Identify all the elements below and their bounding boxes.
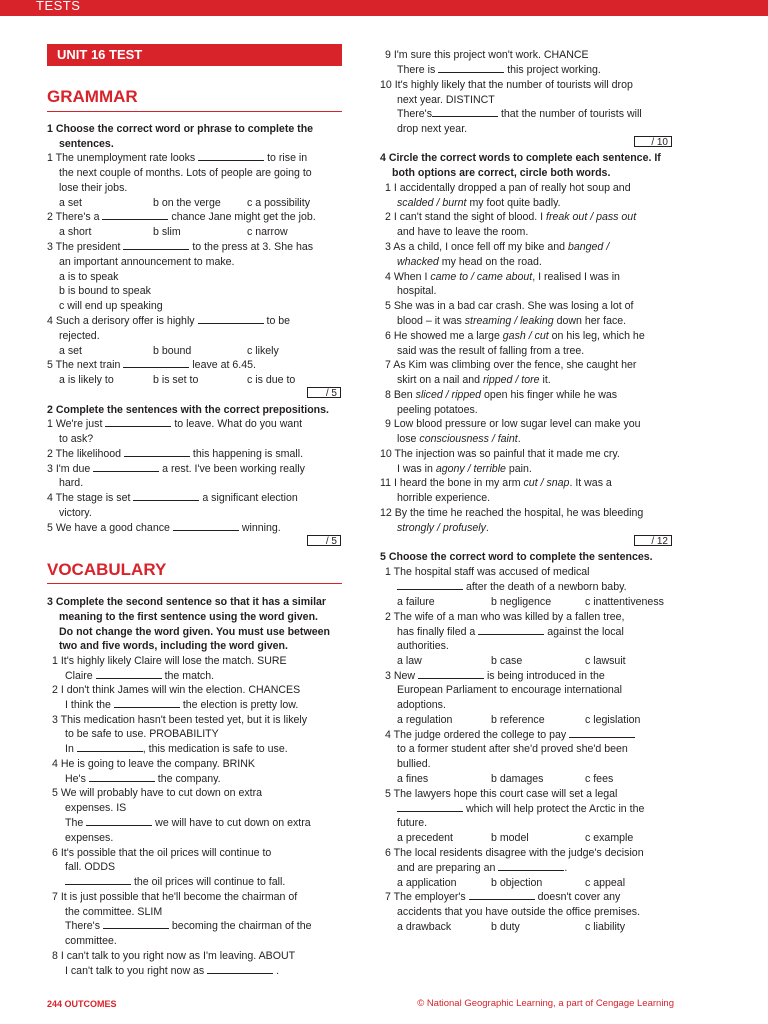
text: In: [65, 743, 74, 755]
option-b: b objection: [491, 877, 543, 889]
ex4-instruction: 4 Circle the correct words to complete each sentence. If: [380, 152, 661, 164]
option-c: c likely: [247, 345, 279, 357]
text: 5 We have a good chance: [47, 522, 170, 534]
text: we will have to cut down on extra: [155, 817, 311, 829]
score-box[interactable]: / 10: [634, 136, 672, 147]
ex5-q7: [385, 890, 620, 904]
page-number: 244 OUTCOMES: [47, 999, 117, 1009]
text: 7 The employer's: [385, 891, 466, 903]
text: my foot quite badly.: [466, 197, 561, 209]
ex2-q2: [47, 447, 303, 461]
ex5-q1-line2: [397, 580, 627, 594]
option-c: c example: [585, 832, 634, 844]
option-a: a set: [59, 197, 82, 209]
ex2-q4: [47, 491, 298, 505]
tests-label: TESTS: [36, 0, 81, 13]
choice[interactable]: streaming / leaking: [464, 315, 554, 327]
ex4-q4: [385, 270, 620, 284]
text: to rise in: [267, 152, 308, 164]
text: 2 The likelihood: [47, 448, 122, 460]
text: .: [276, 965, 280, 977]
score-box[interactable]: / 5: [307, 387, 341, 398]
copyright: © National Geographic Learning, a part of Cengage Learning: [417, 998, 674, 1009]
text: leave at 6.45.: [192, 359, 256, 371]
text: this happening is small.: [192, 448, 304, 460]
text: 1 We're just: [47, 418, 103, 430]
text: has finally filed a: [397, 626, 476, 638]
ex5-q3-line3: adoptions.: [397, 699, 446, 711]
text: 3 As a child, I once fell off my bike and: [385, 241, 568, 253]
ex5-q6: 6 The local residents disagree with the judge's decision: [385, 847, 644, 859]
text: doesn't cover any: [537, 891, 621, 903]
choice[interactable]: banged /: [567, 241, 610, 253]
ex4-q3-line2: [397, 255, 542, 269]
option-c: c narrow: [247, 226, 288, 238]
grammar-heading: GRAMMAR: [47, 87, 138, 106]
ex5-q1: 1 The hospital staff was accused of medical: [385, 566, 590, 578]
text: becoming the chairman of the: [171, 920, 312, 932]
text: down her face.: [553, 315, 627, 327]
ex2-q5: [47, 521, 281, 535]
option-c: c lawsuit: [585, 655, 626, 667]
text: against the local: [547, 626, 624, 638]
ex4-q11-line2: horrible experience.: [397, 492, 491, 504]
ex3-q8-answer: [65, 964, 279, 978]
answer-blank[interactable]: [478, 625, 544, 635]
ex4-q7-line2: [397, 373, 551, 387]
grammar-rule: [47, 111, 342, 112]
answer-blank[interactable]: [397, 802, 463, 812]
text: on his leg, which he: [548, 330, 645, 342]
ex4-q8: [385, 388, 617, 402]
text: 3 New: [385, 670, 416, 682]
ex3-q5: 5 We will probably have to cut down on extra: [52, 787, 263, 799]
choice[interactable]: whacked: [397, 256, 439, 268]
option-c: c liability: [585, 921, 626, 933]
text: 1 The unemployment rate looks: [47, 152, 196, 164]
answer-blank[interactable]: [105, 417, 171, 427]
text: chance Jane might get the job.: [171, 211, 316, 223]
ex4-q2-line2: and have to leave the room.: [397, 226, 529, 238]
ex3-q9: 9 I'm sure this project won't work. CHANCE: [385, 49, 589, 61]
ex1-q4: [47, 314, 290, 328]
text: . It was a: [569, 477, 612, 489]
ex4-q5-line2: [397, 314, 626, 328]
choice[interactable]: cut / snap: [523, 477, 570, 489]
ex3-q6: 6 It's possible that the oil prices will continue to: [52, 847, 272, 859]
option-b: b is set to: [153, 374, 199, 386]
ex5-q2-line2: [397, 625, 624, 639]
text: The: [65, 817, 84, 829]
ex3-q7-answer: [65, 919, 311, 933]
text: pain.: [505, 463, 532, 475]
text: it.: [539, 374, 551, 386]
ex5-q4: [385, 728, 635, 742]
text: to the press at 3. She has: [192, 241, 314, 253]
answer-blank[interactable]: [397, 580, 463, 590]
option-a: a application: [397, 877, 457, 889]
text: 6 He showed me a large: [385, 330, 503, 342]
text: 4 The judge ordered the college to pay: [385, 729, 567, 741]
text: I think the: [65, 699, 111, 711]
ex4-q4-line2: hospital.: [397, 285, 437, 297]
text: to leave. What do you want: [174, 418, 303, 430]
ex4-q8-line2: peeling potatoes.: [397, 404, 478, 416]
choice[interactable]: gash / cut: [502, 330, 549, 342]
text: 4 Such a derisory offer is highly: [47, 315, 195, 327]
option-c: c fees: [585, 773, 614, 785]
choice[interactable]: agony / terrible: [435, 463, 506, 475]
ex3-q1-answer: [65, 669, 214, 683]
text: my head on the road.: [438, 256, 542, 268]
ex5-q5-line2: [397, 802, 644, 816]
text: 2 I can't stand the sight of blood. I: [385, 211, 547, 223]
text: , I realised I was in: [532, 271, 620, 283]
text: 11 I heard the bone in my arm: [380, 477, 524, 489]
text: to be: [266, 315, 291, 327]
text: blood – it was: [397, 315, 465, 327]
option-a: a is likely to: [59, 374, 114, 386]
text: 4 The stage is set: [47, 492, 131, 504]
answer-blank[interactable]: [173, 521, 239, 531]
ex3-q3-line2: to be safe to use. PROBABILITY: [65, 728, 219, 740]
answer-blank[interactable]: [469, 890, 535, 900]
ex1-q5: [47, 358, 256, 372]
text: .: [564, 862, 568, 874]
option-c: c legislation: [585, 714, 641, 726]
ex1-q3-line2: an important announcement to make.: [59, 256, 235, 268]
option-a: a drawback: [397, 921, 452, 933]
ex5-q2-line3: authorities.: [397, 640, 449, 652]
option-a: a regulation: [397, 714, 453, 726]
answer-blank[interactable]: [198, 151, 264, 161]
text: .: [485, 522, 489, 534]
option-b: b duty: [491, 921, 520, 933]
text: the company.: [157, 773, 221, 785]
text: , this medication is safe to use.: [142, 743, 288, 755]
option-a: a precedent: [397, 832, 453, 844]
ex3-q3-answer: [65, 742, 288, 756]
text: this project working.: [507, 64, 601, 76]
ex3-q7: 7 It is just possible that he'll become the chairman of: [52, 891, 298, 903]
ex2-q4-line2: victory.: [59, 507, 92, 519]
answer-blank[interactable]: [123, 358, 189, 368]
answer-blank[interactable]: [103, 919, 169, 929]
ex4-q3: [385, 240, 609, 254]
text: There's: [397, 108, 432, 120]
choice[interactable]: ripped / tore: [482, 374, 540, 386]
option-b: b is bound to speak: [59, 285, 151, 297]
text: and are preparing an: [397, 862, 496, 874]
ex5-q7-line2: accidents that you have outside the office premises.: [397, 906, 641, 918]
unit-banner: [47, 44, 342, 66]
option-a: a set: [59, 345, 82, 357]
answer-blank[interactable]: [207, 964, 273, 974]
option-b: b negligence: [491, 596, 552, 608]
ex3-q10-line4: drop next year.: [397, 123, 468, 135]
option-a: a is to speak: [59, 271, 119, 283]
ex5-q2: 2 The wife of a man who was killed by a fallen tree,: [385, 611, 625, 623]
option-b: b reference: [491, 714, 545, 726]
ex3-q5-line4: expenses.: [65, 832, 114, 844]
ex3-q10-answer: [397, 107, 642, 121]
text: 2 There's a: [47, 211, 100, 223]
text: is being introduced in the: [486, 670, 605, 682]
option-b: b on the verge: [153, 197, 221, 209]
score-box[interactable]: / 5: [307, 535, 341, 546]
text: There's: [65, 920, 100, 932]
option-c: c a possibility: [247, 197, 310, 209]
text: 8 Ben: [385, 389, 416, 401]
answer-blank[interactable]: [432, 107, 498, 117]
vocabulary-heading: VOCABULARY: [47, 560, 167, 579]
answer-blank[interactable]: [198, 314, 264, 324]
text: 5 The next train: [47, 359, 121, 371]
option-b: b case: [491, 655, 523, 667]
ex3-q5-line2: expenses. IS: [65, 802, 127, 814]
ex4-q9-line2: [397, 432, 521, 446]
text: winning.: [241, 522, 281, 534]
answer-blank[interactable]: [77, 742, 143, 752]
ex3-q7-line4: committee.: [65, 935, 117, 947]
answer-blank[interactable]: [93, 462, 159, 472]
text: a rest. I've been working really: [162, 463, 305, 475]
text: Claire: [65, 670, 93, 682]
ex4-q1: 1 I accidentally dropped a pan of really hot soup and: [385, 182, 631, 194]
ex3-q10: 10 It's highly likely that the number of tourists will drop: [380, 79, 633, 91]
text: skirt on a nail and: [397, 374, 483, 386]
ex4-q2: [385, 210, 636, 224]
option-a: a fines: [397, 773, 429, 785]
text: after the death of a newborn baby.: [465, 581, 627, 593]
ex3-instruction: 3 Complete the second sentence so that it has a similar: [47, 596, 327, 608]
option-c: c will end up speaking: [59, 300, 163, 312]
ex4-q12-line2: [397, 521, 489, 535]
ex5-q3: [385, 669, 605, 683]
choice[interactable]: scalded / burnt: [397, 197, 467, 209]
text: 3 The president: [47, 241, 121, 253]
ex3-q3: 3 This medication hasn't been tested yet, but it is likely: [52, 714, 308, 726]
top-bar: [0, 0, 768, 16]
answer-blank[interactable]: [569, 728, 635, 738]
answer-blank[interactable]: [96, 669, 162, 679]
text: the match.: [164, 670, 215, 682]
ex3-q6-answer: [65, 875, 285, 889]
ex1-q1-line2: the next couple of months. Lots of people are going to: [59, 167, 312, 179]
option-c: c is due to: [247, 374, 296, 386]
option-b: b bound: [153, 345, 192, 357]
text: I was in: [397, 463, 436, 475]
ex1-instruction-2: sentences.: [59, 138, 114, 150]
ex1-q2: [47, 210, 316, 224]
ex5-q6-line2: [397, 861, 567, 875]
ex3-q2: 2 I don't think James will win the election. CHANCES: [52, 684, 301, 696]
ex3-q4: 4 He is going to leave the company. BRINK: [52, 758, 255, 770]
answer-blank[interactable]: [124, 447, 190, 457]
ex2-instruction: 2 Complete the sentences with the correct prepositions.: [47, 404, 329, 416]
ex3-q10-line2: next year. DISTINCT: [397, 94, 495, 106]
ex4-q11: [380, 476, 612, 490]
vocabulary-rule: [47, 583, 342, 584]
ex2-q3: [47, 462, 305, 476]
answer-blank[interactable]: [498, 861, 564, 871]
ex5-q4-line2: to a former student after she'd proved she'd been: [397, 743, 628, 755]
option-b: b damages: [491, 773, 544, 785]
ex4-q7: 7 As Kim was climbing over the fence, she caught her: [385, 359, 637, 371]
text: that the number of tourists will: [500, 108, 642, 120]
ex4-q6-line2: said was the result of falling from a tree.: [397, 345, 585, 357]
ex4-instruction-2: both options are correct, circle both words.: [392, 167, 611, 179]
ex3-q4-answer: [65, 772, 221, 786]
ex5-instruction: 5 Choose the correct word to complete the sentences.: [380, 551, 653, 563]
choice[interactable]: freak out / pass out: [546, 211, 637, 223]
ex5-q3-line2: European Parliament to encourage international: [397, 684, 622, 696]
ex4-q1-line2: [397, 196, 561, 210]
text: lose: [397, 433, 420, 445]
ex1-q3: [47, 240, 313, 254]
option-a: a short: [59, 226, 92, 238]
text: open his finger while he was: [481, 389, 618, 401]
answer-blank[interactable]: [133, 491, 199, 501]
choice[interactable]: came to / came about: [430, 271, 533, 283]
ex1-q4-line2: rejected.: [59, 330, 100, 342]
text: He's: [65, 773, 86, 785]
text: .: [517, 433, 521, 445]
text: 3 I'm due: [47, 463, 91, 475]
ex4-q5: 5 She was in a bad car crash. She was losing a lot of: [385, 300, 634, 312]
text: 4 When I: [385, 271, 431, 283]
ex5-q5-line3: future.: [397, 817, 428, 829]
ex3-q1: 1 It's highly likely Claire will lose the match. SURE: [52, 655, 287, 667]
unit-title: UNIT 16 TEST: [57, 47, 143, 62]
ex3-q7-line2: the committee. SLIM: [65, 906, 163, 918]
ex3-q5-answer: [65, 816, 311, 830]
option-a: a failure: [397, 596, 435, 608]
text: a significant election: [202, 492, 298, 504]
ex4-q9: 9 Low blood pressure or low sugar level can make you: [385, 418, 641, 430]
option-a: a law: [397, 655, 422, 667]
ex3-q9-answer: [397, 63, 601, 77]
ex3-instruction-3: Do not change the word given. You must use between: [59, 626, 330, 638]
answer-blank[interactable]: [89, 772, 155, 782]
answer-blank[interactable]: [418, 669, 484, 679]
ex4-q10: 10 The injection was so painful that it made me cry.: [380, 448, 620, 460]
option-c: c appeal: [585, 877, 626, 889]
ex5-q4-line3: bullied.: [397, 758, 431, 770]
answer-blank[interactable]: [86, 816, 152, 826]
text: which will help protect the Arctic in the: [465, 803, 645, 815]
option-b: b slim: [153, 226, 181, 238]
text: There is: [397, 64, 436, 76]
answer-blank[interactable]: [102, 210, 168, 220]
ex1-q1-line3: lose their jobs.: [59, 182, 128, 194]
ex4-q10-line2: [397, 462, 532, 476]
answer-blank[interactable]: [438, 63, 504, 73]
text: the oil prices will continue to fall.: [133, 876, 286, 888]
ex5-q5: 5 The lawyers hope this court case will set a legal: [385, 788, 618, 800]
ex4-q12: 12 By the time he reached the hospital, he was bleeding: [380, 507, 644, 519]
text: the election is pretty low.: [182, 699, 299, 711]
ex3-q8: 8 I can't talk to you right now as I'm leaving. ABOUT: [52, 950, 296, 962]
ex4-q6: [385, 329, 645, 343]
score-box[interactable]: / 12: [634, 535, 672, 546]
option-b: b model: [491, 832, 529, 844]
ex1-q1: [47, 151, 307, 165]
answer-blank[interactable]: [114, 698, 180, 708]
ex3-q6-line2: fall. ODDS: [65, 861, 116, 873]
option-c: c inattentiveness: [585, 596, 664, 608]
ex2-q1-line2: to ask?: [59, 433, 94, 445]
ex3-q2-answer: [65, 698, 298, 712]
text: I can't talk to you right now as: [65, 965, 205, 977]
ex3-instruction-4: two and five words, including the word given.: [59, 640, 288, 652]
ex2-q3-line2: hard.: [59, 477, 84, 489]
answer-blank[interactable]: [65, 875, 131, 885]
answer-blank[interactable]: [123, 240, 189, 250]
choice[interactable]: sliced / ripped: [415, 389, 482, 401]
choice[interactable]: consciousness / faint: [419, 433, 518, 445]
ex1-instruction: 1 Choose the correct word or phrase to complete the: [47, 123, 314, 135]
ex2-q1: [47, 417, 302, 431]
choice[interactable]: strongly / profusely: [397, 522, 486, 534]
ex3-instruction-2: meaning to the first sentence using the word given.: [59, 611, 318, 623]
